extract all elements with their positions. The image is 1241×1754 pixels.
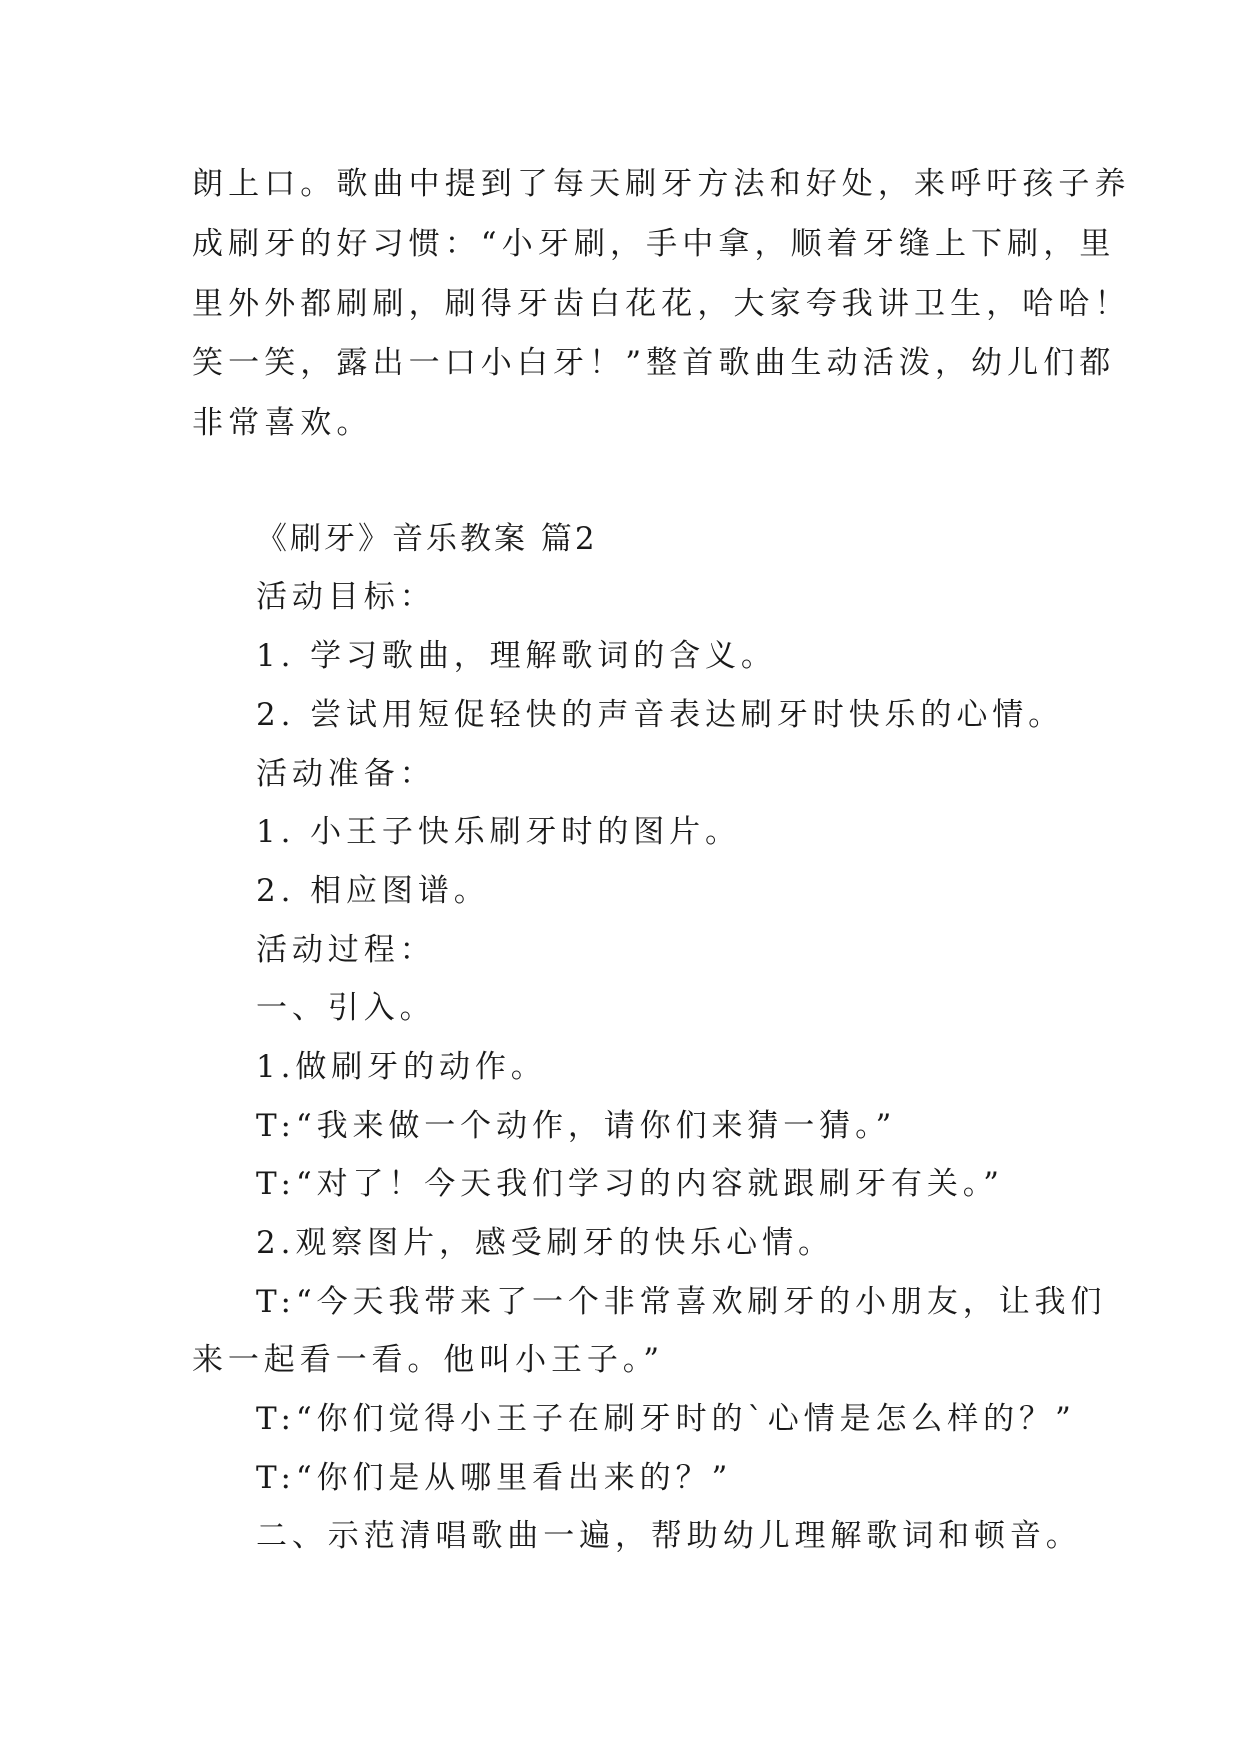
teacher-line-3a: T:“今天我带来了一个非常喜欢刷牙的小朋友，让我们 (256, 1284, 1107, 1320)
intro-paragraph-line-2: 成刷牙的好习惯：“小牙刷，手中拿，顺着牙缝上下刷，里 (192, 226, 1116, 262)
goal-item-1: 1. 学习歌曲，理解歌词的含义。 (256, 638, 777, 674)
step-one-item-1: 1.做刷牙的动作。 (256, 1049, 547, 1085)
process-heading: 活动过程： (256, 932, 436, 968)
goal-item-2: 2. 尝试用短促轻快的声音表达刷牙时快乐的心情。 (256, 697, 1065, 733)
prep-heading: 活动准备： (256, 756, 436, 792)
intro-paragraph-line-3: 里外外都刷刷，刷得牙齿白花花，大家夸我讲卫生，哈哈！ (192, 286, 1131, 322)
goals-heading: 活动目标： (256, 579, 436, 615)
prep-item-2: 2. 相应图谱。 (256, 873, 490, 909)
section-title: 《刷牙》音乐教案 篇2 (256, 521, 598, 557)
teacher-line-4: T:“你们觉得小王子在刷牙时的`心情是怎么样的？” (256, 1401, 1076, 1437)
intro-paragraph-line-5: 非常喜欢。 (192, 405, 373, 441)
teacher-line-2: T:“对了！今天我们学习的内容就跟刷牙有关。” (256, 1166, 1004, 1202)
intro-paragraph-line-1: 朗上口。歌曲中提到了每天刷牙方法和好处，来呼吁孩子养 (192, 166, 1131, 202)
prep-item-1: 1. 小王子快乐刷牙时的图片。 (256, 814, 741, 850)
teacher-line-1: T:“我来做一个动作，请你们来猜一猜。” (256, 1108, 897, 1144)
intro-paragraph-line-4: 笑一笑，露出一口小白牙！”整首歌曲生动活泼，幼儿们都 (192, 345, 1116, 381)
teacher-line-3b: 来一起看一看。他叫小王子。” (192, 1342, 664, 1378)
step-one-heading: 一、引入。 (256, 990, 436, 1026)
step-two-heading: 二、示范清唱歌曲一遍，帮助幼儿理解歌词和顿音。 (256, 1518, 1082, 1554)
step-one-item-2: 2.观察图片，感受刷牙的快乐心情。 (256, 1225, 834, 1261)
teacher-line-5: T:“你们是从哪里看出来的？” (256, 1460, 733, 1496)
